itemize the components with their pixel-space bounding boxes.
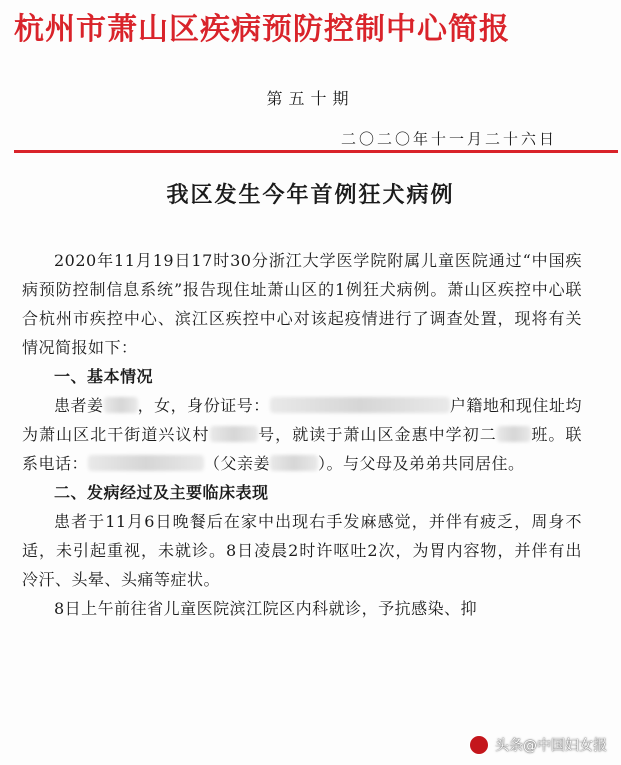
toutiao-logo-icon [469, 735, 489, 755]
issue-date: 二〇二〇年十一月二十六日 [340, 130, 557, 148]
watermark-text: 头条@中国妇女报 [495, 738, 607, 754]
s1-text-f: （父亲姜 [204, 454, 271, 473]
document-title: 我区发生今年首例狂犬病例 [166, 182, 455, 208]
redacted-class [497, 426, 531, 442]
redacted-name [104, 397, 138, 413]
redacted-phone [88, 455, 204, 471]
s1-text-a: 患者姜 [54, 396, 104, 415]
redacted-father-name [270, 455, 318, 471]
redacted-id-number [270, 397, 450, 413]
section-2-paragraph-2: 8日上午前往省儿童医院滨江院区内科就诊，予抗感染、抑 [54, 599, 478, 618]
watermark [469, 735, 607, 755]
s1-text-b: ，女，身份证号： [137, 396, 270, 415]
section-2-paragraph-1: 患者于11月6日晚餐后在家中出现右手发麻感觉，并伴有疲乏，周身不适，未引起重视，未就诊。8日凌晨2时许呕吐2次，为胃内容物，并伴有出冷汗、头晕、头痛等症状。 [22, 512, 582, 589]
redacted-house-number [210, 426, 258, 442]
section-1-heading: 一、基本情况 [54, 367, 154, 386]
s1-text-e: 班。联系电话： [22, 425, 582, 473]
header-divider [14, 150, 618, 153]
s1-text-d: 号，就读于萧山区金惠中学初二 [257, 425, 497, 444]
org-title: 杭州市萧山区疾病预防控制中心简报 [14, 12, 510, 47]
document-body [22, 246, 582, 623]
section-2-heading: 二、发病经过及主要临床表现 [54, 483, 269, 502]
s1-text-c: 户籍地和现住址均为萧山区北干街道兴议村 [22, 396, 582, 444]
intro-paragraph: 2020年11月19日17时30分浙江大学医学院附属儿童医院通过“中国疾病预防控制信息系统”报告现住址萧山区的1例狂犬病例。萧山区疾控中心联合杭州市疾控中心、滨江区疾控中心对该起疫情进行了调查处置，现将有关情况简报如下： [22, 251, 582, 357]
issue-number: 第五十期 [266, 89, 355, 108]
section-1-paragraph [22, 391, 582, 478]
s1-text-g: ）。与父母及弟弟共同居住。 [318, 454, 525, 473]
